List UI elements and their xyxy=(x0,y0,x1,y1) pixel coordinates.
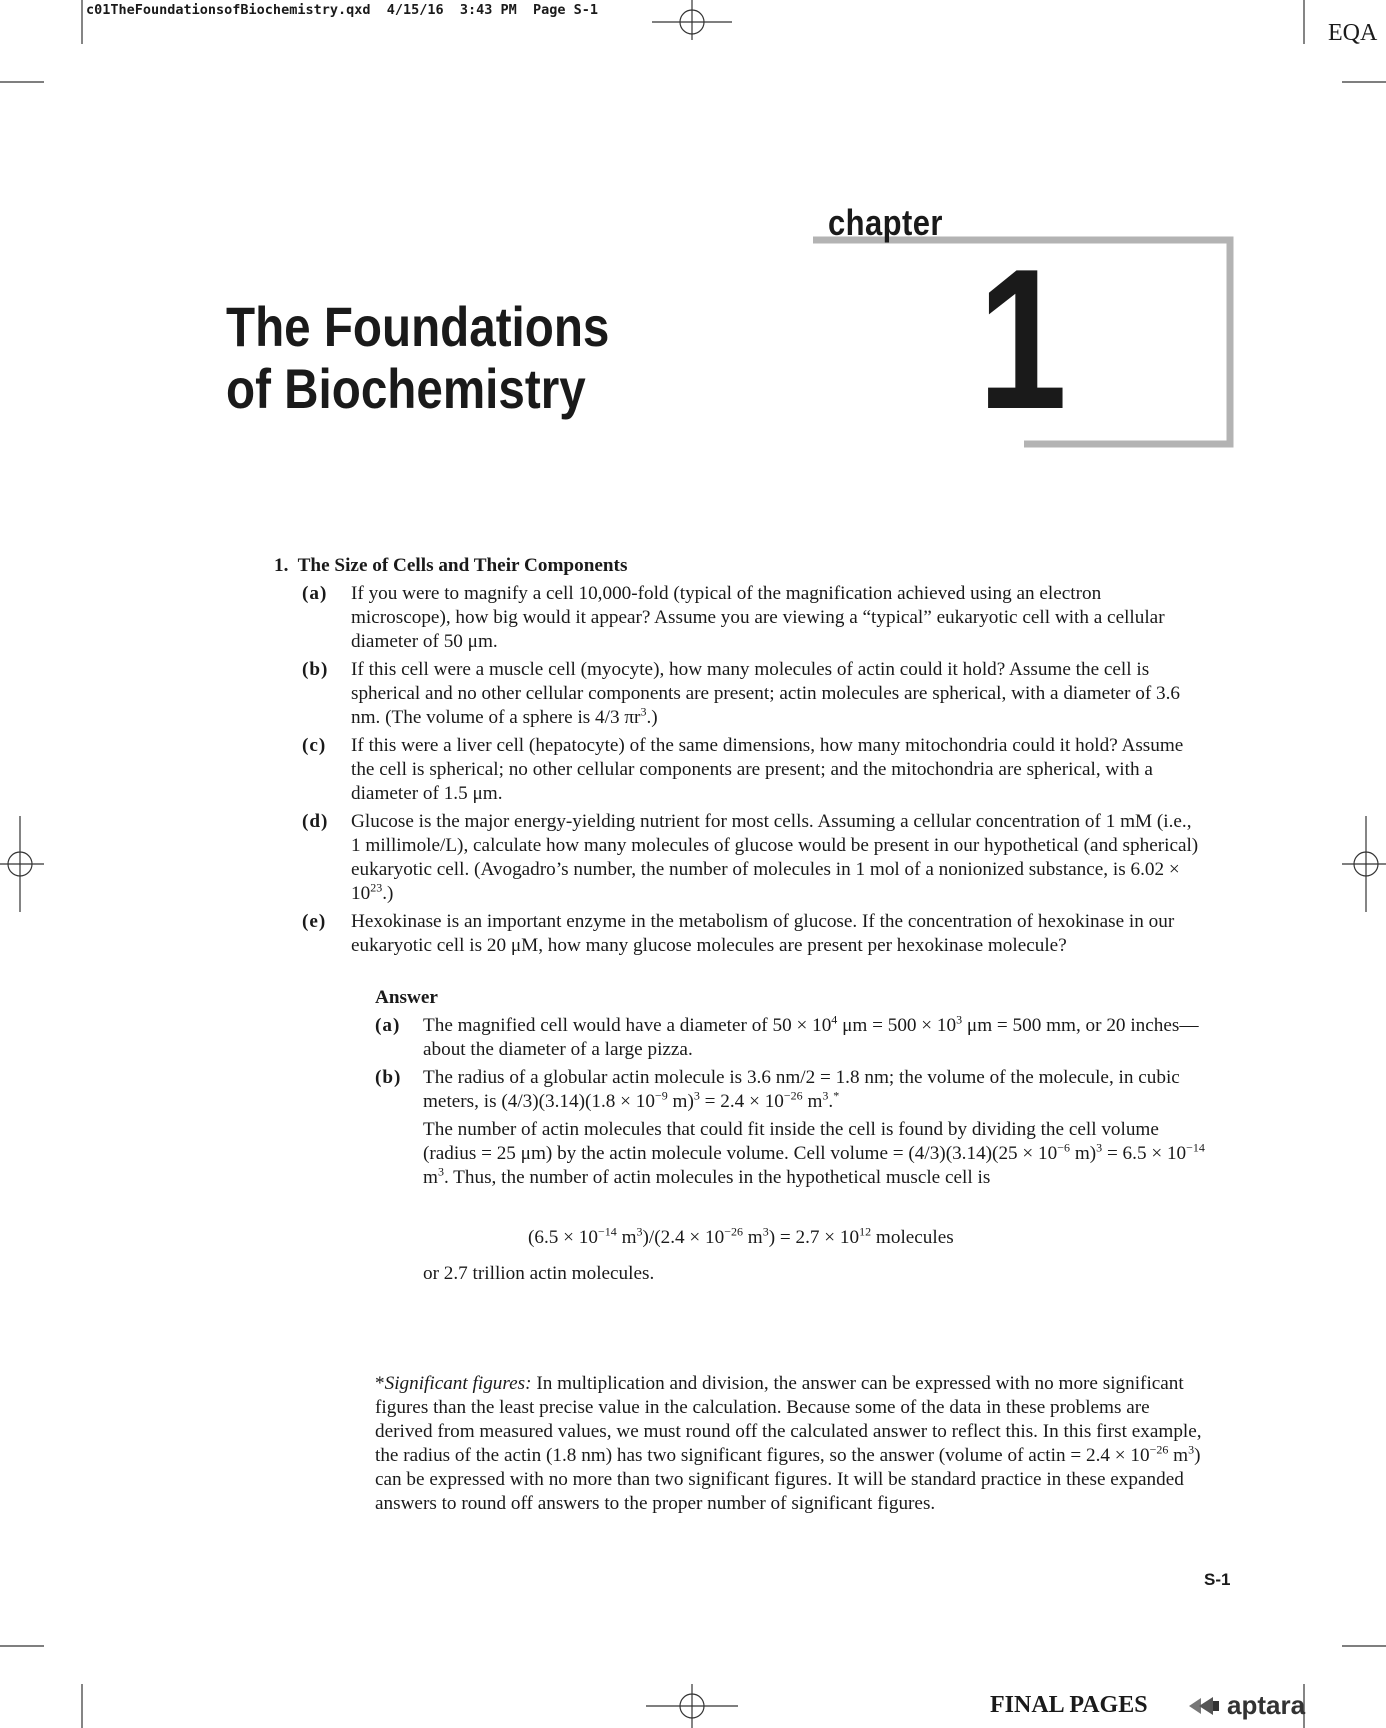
answer-part-a xyxy=(375,1014,1205,1062)
answer-heading: Answer xyxy=(375,987,438,1008)
chapter-title-line1: The Foundations xyxy=(226,295,610,358)
aptara-logo xyxy=(1187,1690,1305,1721)
problem-part-e xyxy=(302,910,1202,958)
chapter-title-line2: of Biochemistry xyxy=(226,357,586,420)
part-text: Glucose is the major energy-yielding nutrient for most cells. Assuming a cellular concentration of 1 mM (i.e., 1 millimole/L), calculate how many molecules of glucose would be present in our hypothetical (and spherical) eukaryotic cell. (Avogadro’s number, the number of molecules in 1 mol of a nonionized substance, is $6.02 \times 10^{23}$.) xyxy=(351,811,1199,904)
answer-text: The magnified cell would have a diameter of $50 \times 10^4$ $\mu m = 500 \times 10^3$ μm = 500 mm, or 20 inches—about the diameter of a large pizza. xyxy=(423,1012,1199,1060)
corner-code: EQA xyxy=(1328,20,1378,46)
file-slug: c01TheFoundationsofBiochemistry.qxd 4/15/16 3:43 PM Page S-1 xyxy=(86,2,599,18)
part-text: If this cell were a muscle cell (myocyte), how many molecules of actin could it hold? Assume the cell is spherical and no other cellular components are present; actin molecules are spherical, with a diameter of 3.6 nm. (The volume of a sphere is 4/3 $\pi r^3$.) xyxy=(351,659,1180,728)
part-label: (e) xyxy=(302,911,327,932)
problem-heading: 1. The Size of Cells and Their Components xyxy=(274,555,628,576)
problem-part-c xyxy=(302,734,1202,806)
aptara-wordmark: aptara xyxy=(1227,1690,1306,1720)
chapter-title xyxy=(226,296,609,420)
problem-part-b xyxy=(302,658,1202,730)
part-text: If this were a liver cell (hepatocyte) of the same dimensions, how many mitochondria could it hold? Assume the cell is spherical; no other cellular components are present; and the mitochondria are spherical, with a diameter of 1.5 μm. xyxy=(351,735,1184,804)
problem-part-d xyxy=(302,810,1202,906)
answer-label: (a) xyxy=(375,1015,401,1036)
answer-part-b-continued: The number of actin molecules that could fit inside the cell is found by dividing the cell volume (radius = 25 μm) by the actin molecule volume. Cell volume = $(4/3)(3.14)(25 \times 10^{-6}$ $m)^3 = 6.5 \times 10^{-14}$ $m^3$. Thus, the number of actin molecules in the hypothetical muscle cell is xyxy=(423,1119,1205,1188)
part-label: (a) xyxy=(302,583,328,604)
aptara-arrow-icon xyxy=(1187,1695,1221,1717)
part-text: If you were to magnify a cell 10,000-fold (typical of the magnification achieved using an electron microscope), how big would it appear? Assume you are viewing a “typical” eukaryotic cell with a cellular diameter of 50 μm. xyxy=(351,583,1165,652)
problem-part-a xyxy=(302,582,1202,654)
answer-equation: ($6.5 \times 10^{-14}$ $m^3)/(2.4 \times 10^{-26}$ $m^3) = 2.7 \times 10^{12}$ molecules xyxy=(528,1224,954,1248)
final-pages-label: FINAL PAGES xyxy=(990,1692,1148,1718)
page-number: S-1 xyxy=(1204,1570,1231,1589)
part-label: (b) xyxy=(302,659,329,680)
answer-conclusion: or 2.7 trillion actin molecules. xyxy=(423,1263,655,1284)
answer-part-b xyxy=(375,1066,1205,1114)
chapter-label: chapter xyxy=(828,202,943,243)
answer-label: (b) xyxy=(375,1067,402,1088)
chapter-number: 1 xyxy=(978,228,1067,451)
part-label: (c) xyxy=(302,735,327,756)
part-text: Hexokinase is an important enzyme in the metabolism of glucose. If the concentration of hexokinase in our eukaryotic cell is 20 μM, how many glucose molecules are present per hexokinase molecule? xyxy=(351,911,1175,956)
answer-text: The radius of a globular actin molecule is 3.6 nm/2 = 1.8 nm; the volume of the molecule, in cubic meters, is $(4/3)(3.14)(1.8 \times 10^{-9}$ $m)^3 = 2.4 \times 10^{-26}$ $m^3.^*$ xyxy=(423,1067,1180,1112)
significant-figures-footnote: *Significant figures: In multiplication and division, the answer can be expressed with no more significant figures than the least precise value in the calculation. Because some of the data in these problems are derived from measured values, we must round off the calculated answer to reflect this. In this first example, the radius of the actin (1.8 nm) has two significant figures, so the answer (volume of actin = $2.4 \times 10^{-26}$ $m^3$) can be expressed with no more than two significant figures. It will be standard practice in these expanded answers to round off answers to the proper number of significant figures. xyxy=(375,1373,1202,1514)
part-label: (d) xyxy=(302,811,329,832)
